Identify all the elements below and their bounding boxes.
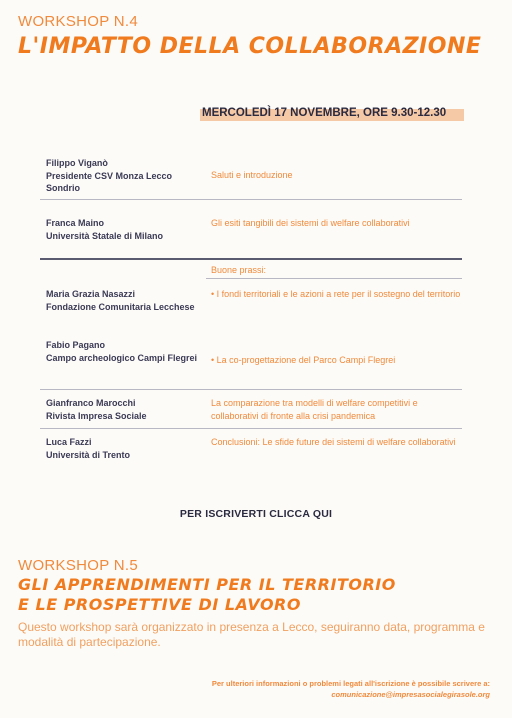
workshop4-date (200, 104, 464, 124)
speaker-nasazzi: Maria Grazia Nasazzi Fondazione Comunitaria Lecchese (46, 289, 195, 312)
footer-info: Per ulteriori informazioni o problemi legati all'iscrizione è possibile scrivere a: (211, 679, 490, 688)
topic-fondi: • I fondi territoriali e le azioni a rete per il sostegno del territorio (211, 289, 461, 299)
footer (212, 678, 490, 700)
topic-conclusioni: Conclusioni: Le sfide future dei sistemi di welfare collaborativi (211, 437, 456, 447)
divider (40, 199, 462, 200)
divider (40, 389, 462, 390)
topic-saluti: Saluti e introduzione (211, 170, 293, 180)
divider (40, 428, 462, 429)
speaker-maino: Franca Maino Università Statale di Milano (46, 218, 164, 241)
topic-esiti: Gli esiti tangibili dei sistemi di welfare collaborativi (211, 218, 410, 228)
workshop5-label: WORKSHOP N.5 (18, 557, 139, 574)
workshop5-title-line2: E LE PROSPETTIVE DI LAVORO (18, 595, 301, 614)
footer-email-link[interactable]: comunicazione@impresasocialegirasole.org (331, 690, 490, 699)
workshop5-title-line1: GLI APPRENDIMENTI PER IL TERRITORIO (18, 575, 396, 594)
register-link[interactable]: PER ISCRIVERTI CLICCA QUI (179, 508, 333, 520)
speaker-marocchi: Gianfranco Marocchi Rivista Impresa Sociale (46, 398, 147, 421)
workshop4-label: WORKSHOP N.4 (18, 13, 139, 30)
speaker-fazzi: Luca Fazzi Università di Trento (46, 437, 131, 460)
workshop5-description: Questo workshop sarà organizzato in presenza a Lecco, seguiranno data, programma e modalità di partecipazione. (18, 620, 485, 649)
topic-buone-prassi: Buone prassi: (211, 265, 267, 275)
speaker-pagano: Fabio Pagano Campo archeologico Campi Flegrei (46, 340, 198, 363)
topic-coprogettazione: • La co-progettazione del Parco Campi Flegrei (211, 355, 396, 365)
workshop4-title: L'IMPATTO DELLA COLLABORAZIONE (18, 34, 482, 59)
divider (40, 258, 462, 260)
speaker-vigano: Filippo Viganò Presidente CSV Monza Lecco Sondrio (46, 158, 173, 193)
divider (206, 278, 462, 279)
workshop5-title (18, 575, 396, 615)
date-text: MERCOLEDÌ 17 NOVEMBRE, ORE 9.30-12.30 (202, 107, 447, 119)
topic-comparazione: La comparazione tra modelli di welfare competitivi e collaborativi di fronte alla crisi pandemica (211, 398, 418, 421)
